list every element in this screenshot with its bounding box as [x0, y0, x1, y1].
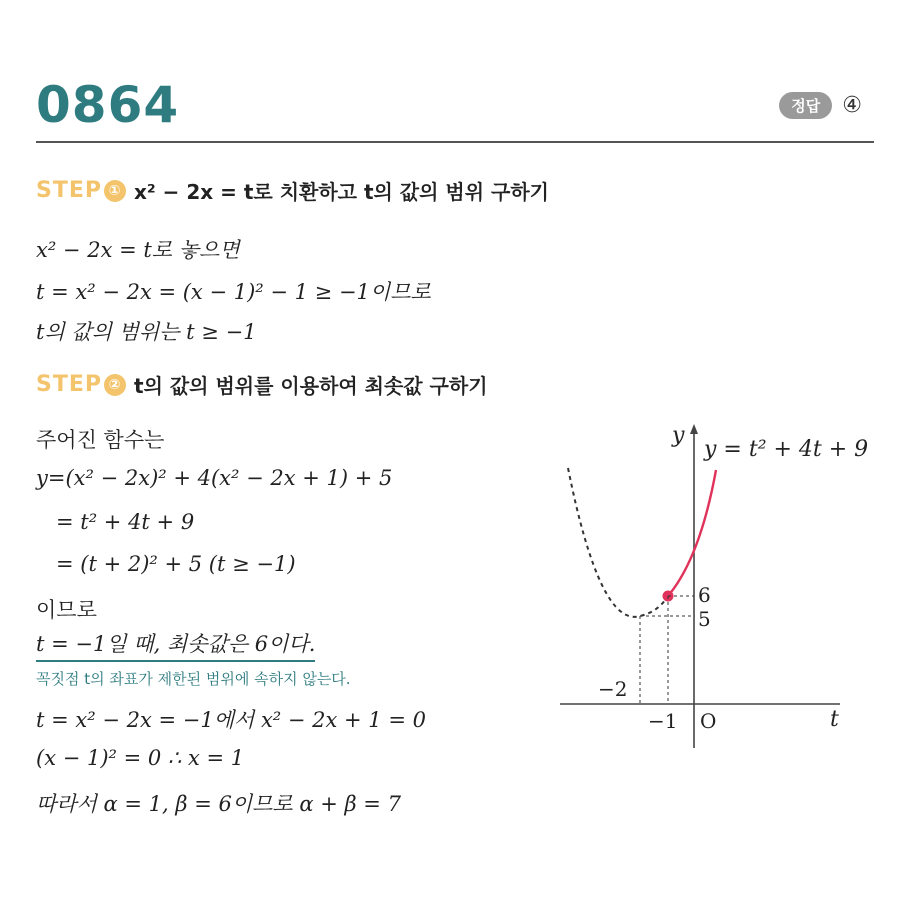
function-graph [540, 408, 880, 758]
tick-minus1: −1 [648, 709, 678, 733]
answer-value: ④ [842, 93, 862, 118]
step1-title: x² − 2x = t로 치환하고 t의 값의 범위 구하기 [134, 180, 549, 204]
answer-badge: 정답 [779, 92, 832, 119]
y-axis-label: y [672, 423, 685, 448]
step2-line-1: 주어진 함수는 [36, 428, 165, 452]
step1-tag: STEP ① [36, 178, 126, 203]
answer-area [779, 92, 862, 119]
step2-line-3: = t² + 4t + 9 [56, 510, 195, 534]
step2-line-2: y=(x² − 2x)² + 4(x² − 2x + 1) + 5 [36, 466, 393, 490]
step1-badge-icon: ① [104, 180, 126, 202]
origin-label: O [700, 709, 717, 733]
tick-5: 5 [698, 607, 711, 631]
step2-tag: STEP ② [36, 372, 126, 397]
step2-line-5: 이므로 [36, 598, 97, 622]
step2-line-6: t = −1일 때, 최솟값은 6이다. [36, 628, 315, 662]
final-line-2: (x − 1)² = 0 ∴ x = 1 [36, 746, 245, 770]
step2-line-4: = (t + 2)² + 5 (t ≥ −1) [56, 552, 296, 576]
step1-heading [36, 176, 549, 205]
final-line-3: 따라서 α = 1, β = 6이므로 α + β = 7 [36, 792, 401, 816]
header-divider [36, 141, 874, 143]
tick-minus2: −2 [598, 677, 628, 701]
step1-line-2: t = x² − 2x = (x − 1)² − 1 ≥ −1이므로 [36, 280, 431, 304]
step2-title: t의 값의 범위를 이용하여 최솟값 구하기 [134, 374, 488, 398]
step1-line-3: t의 값의 범위는 t ≥ −1 [36, 320, 257, 344]
y-axis-arrow-icon [690, 424, 698, 434]
step1-line-1: x² − 2x = t로 놓으면 [36, 238, 240, 262]
solid-curve [668, 470, 716, 596]
step2-badge-icon: ② [104, 374, 126, 396]
tick-6: 6 [698, 583, 711, 607]
function-label: y = t² + 4t + 9 [704, 437, 869, 462]
problem-number: 0864 [36, 76, 180, 134]
dashed-curve [568, 468, 668, 617]
t-axis-label: t [830, 707, 839, 732]
step2-heading [36, 370, 488, 399]
vertex-note: 꼭짓점 t의 좌표가 제한된 범위에 속하지 않는다. [36, 670, 351, 688]
final-line-1: t = x² − 2x = −1에서 x² − 2x + 1 = 0 [36, 708, 426, 732]
